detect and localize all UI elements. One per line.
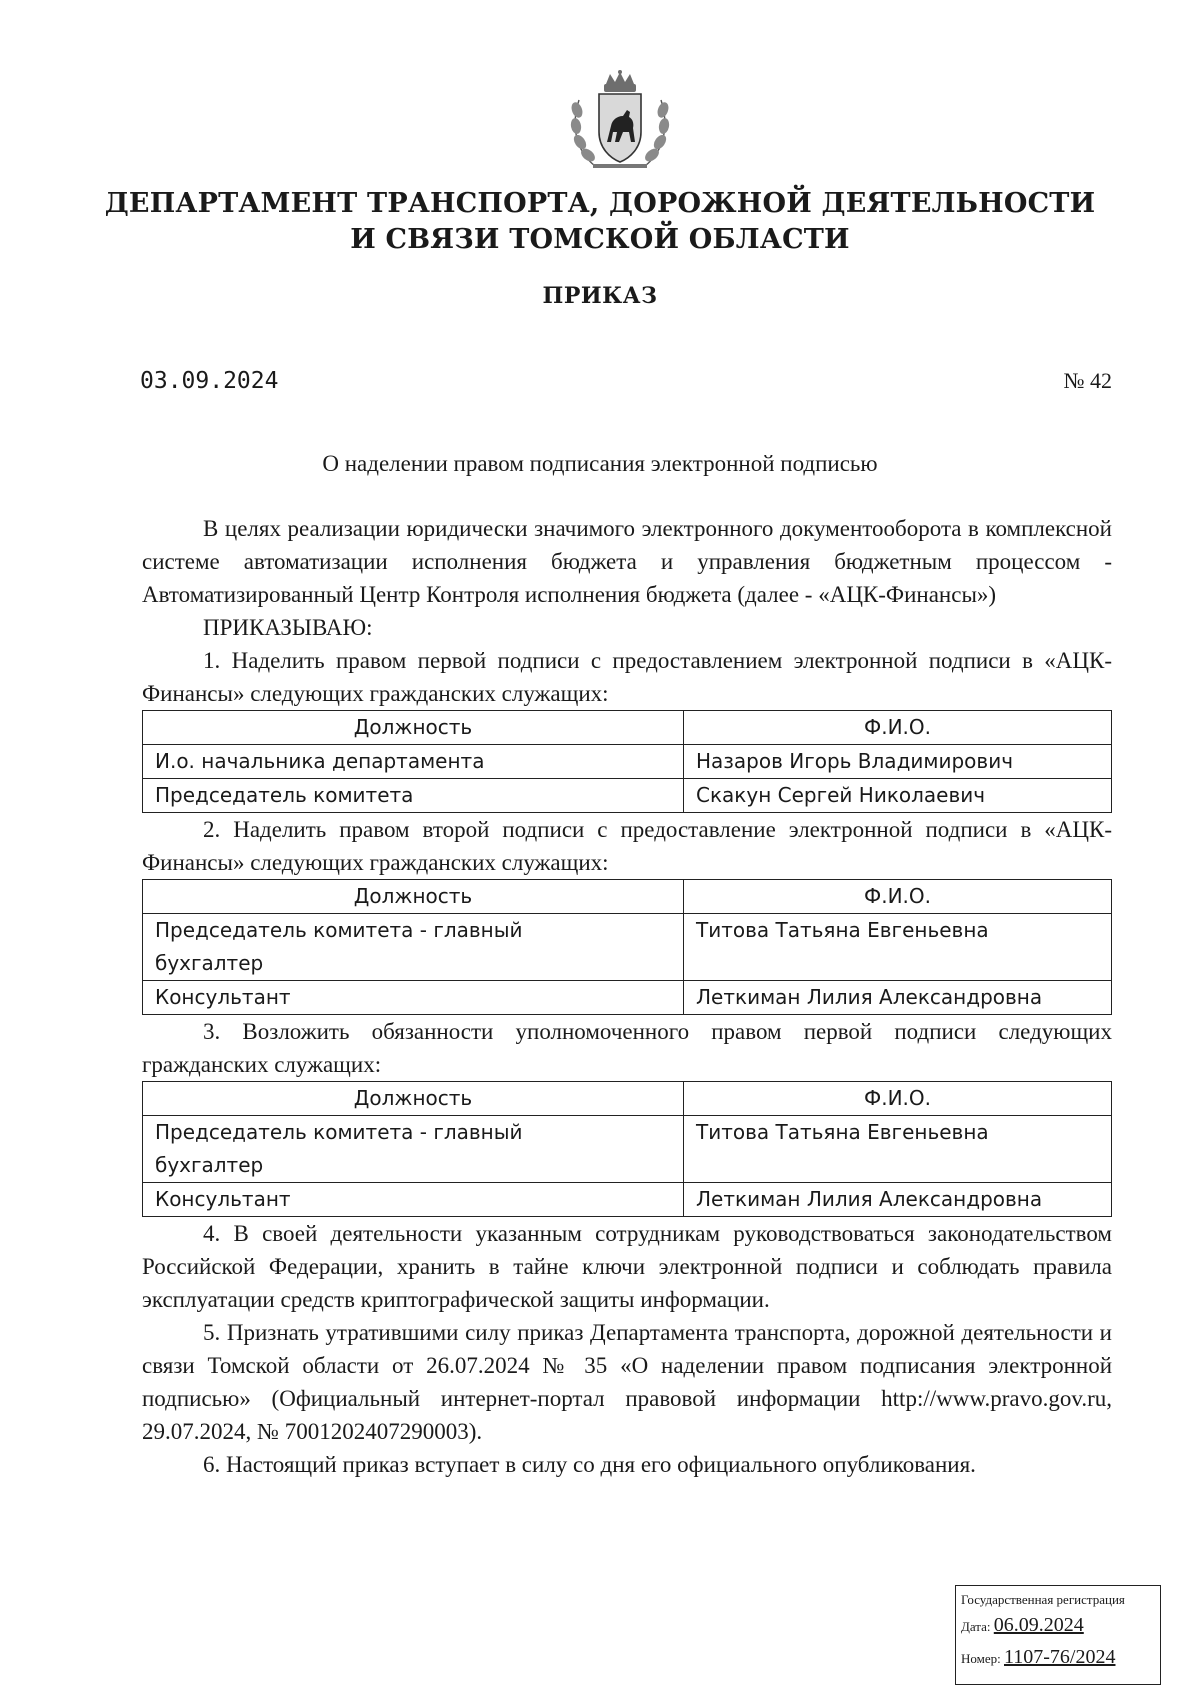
table-second-signature bbox=[142, 879, 1112, 1015]
order-subject: О наделении правом подписания электронной подписью bbox=[322, 451, 878, 476]
registration-title: Государственная регистрация bbox=[961, 1592, 1125, 1607]
doc-type-title: ПРИКАЗ bbox=[542, 283, 658, 309]
cell-name: Леткиман Лилия Александровна bbox=[684, 981, 1112, 1015]
item-5: 5. Признать утратившими силу приказ Департамента транспорта, дорожной деятельности и связи Томской области от 26.07.2024 № 35 «О наделении правом подписания электронной подписью» (Официальный интернет-портал правовой информации http://www.pravo.gov.ru, 29.07.2024, № 7001202407290003). bbox=[142, 1320, 1112, 1444]
coat-of-arms-icon bbox=[567, 70, 673, 174]
cell-position: Председатель комитета bbox=[143, 779, 684, 813]
cell-position: Консультант bbox=[143, 981, 684, 1015]
registration-date-row bbox=[961, 1610, 1155, 1642]
org-name-line2: И СВЯЗИ ТОМСКОЙ ОБЛАСТИ bbox=[350, 224, 850, 255]
table-row bbox=[143, 1183, 1112, 1217]
table-authorized-first-signature bbox=[142, 1081, 1112, 1217]
header-position: Должность bbox=[143, 1082, 684, 1116]
cell-position: Председатель комитета - главный бухгалтер bbox=[143, 914, 684, 981]
table-row bbox=[143, 914, 1112, 981]
registration-number-value: 1107-76/2024 bbox=[1004, 1646, 1116, 1668]
order-word: ПРИКАЗЫВАЮ: bbox=[203, 615, 373, 640]
cell-name: Титова Татьяна Евгеньевна bbox=[684, 914, 1112, 981]
item-1: 1. Наделить правом первой подписи с предоставлением электронной подписи в «АЦК-Финансы» следующих гражданских служащих: bbox=[142, 648, 1112, 706]
registration-number-label: Номер: bbox=[961, 1651, 1001, 1666]
item-4: 4. В своей деятельности указанным сотрудникам руководствоваться законодательством Российской Федерации, хранить в тайне ключи электронной подписи и соблюдать правила эксплуатации средств криптографической защиты информации. bbox=[142, 1221, 1112, 1312]
table-row bbox=[143, 745, 1112, 779]
table-row bbox=[143, 981, 1112, 1015]
cell-position: И.о. начальника департамента bbox=[143, 745, 684, 779]
order-body bbox=[142, 512, 1112, 1481]
table-header-row bbox=[143, 1082, 1112, 1116]
registration-date-label: Дата: bbox=[961, 1619, 991, 1634]
cell-position: Председатель комитета - главный бухгалтер bbox=[143, 1116, 684, 1183]
header-name: Ф.И.О. bbox=[684, 711, 1112, 745]
cell-name: Скакун Сергей Николаевич bbox=[684, 779, 1112, 813]
table-row bbox=[143, 1116, 1112, 1183]
header-name: Ф.И.О. bbox=[684, 1082, 1112, 1116]
item-3: 3. Возложить обязанности уполномоченного правом первой подписи следующих гражданских служащих: bbox=[142, 1019, 1112, 1077]
order-date: 03.09.2024 bbox=[140, 368, 279, 394]
header-position: Должность bbox=[143, 711, 684, 745]
cell-name: Назаров Игорь Владимирович bbox=[684, 745, 1112, 779]
header-name: Ф.И.О. bbox=[684, 880, 1112, 914]
table-header-row bbox=[143, 880, 1112, 914]
registration-date-value: 06.09.2024 bbox=[993, 1614, 1084, 1636]
cell-name: Титова Татьяна Евгеньевна bbox=[684, 1116, 1112, 1183]
order-number: № 42 bbox=[1063, 368, 1112, 393]
item-6: 6. Настоящий приказ вступает в силу со дня его официального опубликования. bbox=[203, 1452, 976, 1477]
item-2: 2. Наделить правом второй подписи с предоставление электронной подписи в «АЦК-Финансы» следующих гражданских служащих: bbox=[142, 817, 1112, 875]
header-position: Должность bbox=[143, 880, 684, 914]
table-first-signature bbox=[142, 710, 1112, 813]
table-header-row bbox=[143, 711, 1112, 745]
cell-name: Леткиман Лилия Александровна bbox=[684, 1183, 1112, 1217]
registration-number-row bbox=[961, 1642, 1155, 1674]
org-name-line1: ДЕПАРТАМЕНТ ТРАНСПОРТА, ДОРОЖНОЙ ДЕЯТЕЛЬНОСТИ bbox=[104, 188, 1096, 219]
preamble-paragraph: В целях реализации юридически значимого электронного документооборота в комплексной системе автоматизации исполнения бюджета и управления бюджетным процессом - Автоматизированный Центр Контроля исполнения бюджета (далее - «АЦК-Финансы») bbox=[142, 516, 1112, 607]
table-row bbox=[143, 779, 1112, 813]
cell-position: Консультант bbox=[143, 1183, 684, 1217]
registration-stamp bbox=[955, 1585, 1161, 1685]
